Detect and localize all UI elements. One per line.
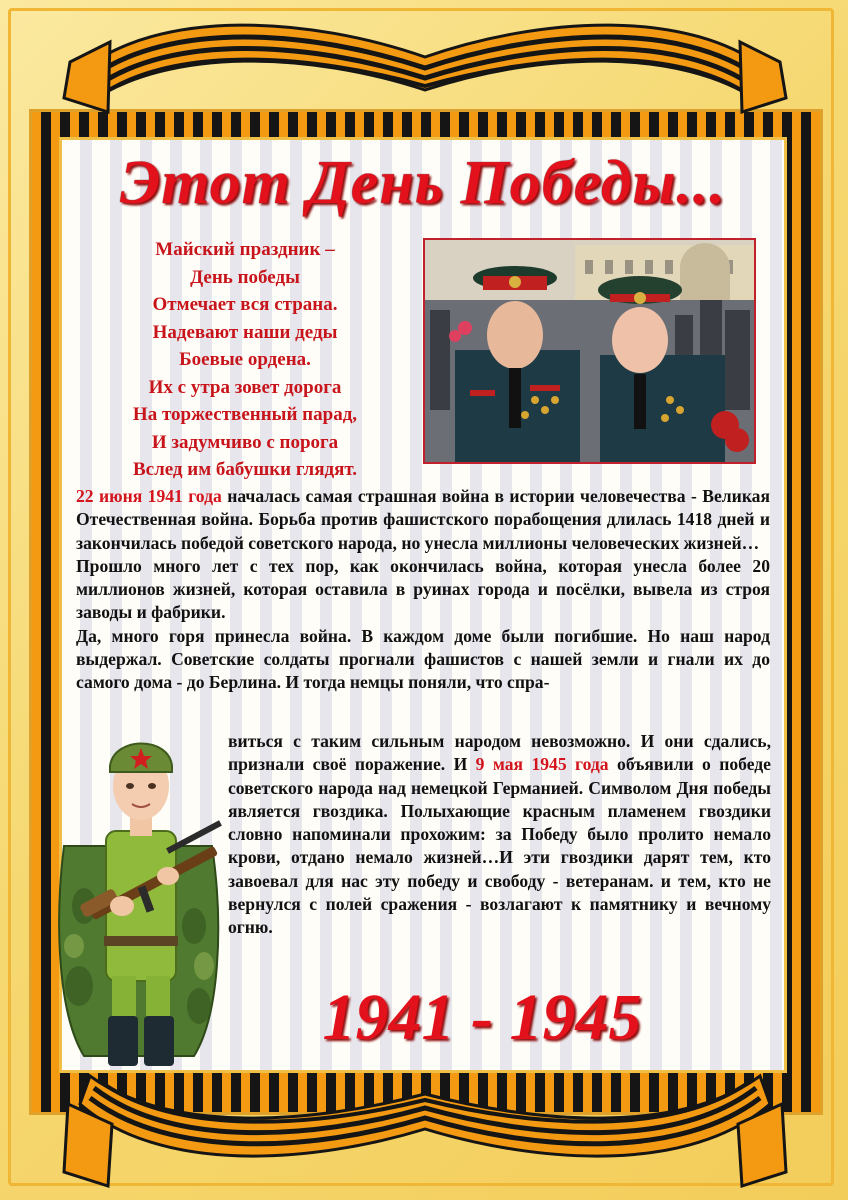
- poem-line: Боевые ордена.: [179, 349, 311, 370]
- paragraph-text: началась самая страшная война в истории человечества - Великая Отечественная война. Борьба против фашистского порабощения длилась 1418 дней и закончилась победой советского народа, но унесла миллионы человеческих жизней…: [76, 486, 770, 553]
- history-text-continued: [228, 730, 771, 940]
- poem-line: Надевают наши деды: [152, 321, 338, 343]
- poem-line: На торжественный парад,: [132, 404, 358, 425]
- date-highlight: 22 июня 1941 года: [76, 486, 222, 506]
- paragraph-text: виться с таким сильным народом невозможно. И они сдались, признали своё поражение. И: [228, 731, 771, 775]
- poem-line: И задумчиво с порога: [151, 431, 339, 453]
- soldier-icon: [44, 726, 234, 1076]
- paragraph-2: Прошло много лет с тех пор, как окончилась война, которая унесла более 20 миллионов жизней, которая оставила в руинах города и посёлки, вывела из строя заводы и фабрики.: [76, 555, 770, 623]
- years-caption: 1941 - 1945: [322, 981, 642, 1054]
- poster-title: Этот День Победы...: [119, 149, 727, 217]
- paragraph-text: объявили о победе советского народа над немецкой Германией. Символом Дня победы является гвоздика. Полыхающие красным пламенем гвоздики словно напоминали прохожим: за Победу было пролито немало крови, отдано немало жизней…И эти гвоздики дарят тем, кто завоевал для нас эту победу и свободу - ветеранам. и тем, кто не вернулся с полей сражения - возлагают к памятнику и вечному огню.: [228, 754, 771, 938]
- poem: [70, 236, 420, 484]
- poem-line: День победы: [190, 266, 300, 288]
- poem-line: Их с утра зовет дорога: [148, 376, 342, 398]
- poem-line: Отмечает вся страна.: [152, 294, 338, 315]
- paragraph-1: [76, 485, 770, 555]
- top-ribbon-icon: [60, 2, 790, 122]
- poem-line: Вслед им бабушки глядят.: [132, 459, 358, 480]
- date-highlight: 9 мая 1945 года: [475, 754, 609, 775]
- paragraph-3: Да, много горя принесла война. В каждом доме были погибшие. Но наш народ выдержал. Советские солдаты прогнали фашистов с нашей земли и гнали их до самого дома - до Берлина. И тогда немцы поняли, что спра-: [76, 625, 770, 693]
- paragraph-4: [228, 730, 771, 940]
- veterans-photo: [423, 238, 756, 464]
- bottom-ribbon-icon: [60, 1064, 790, 1194]
- history-text: [76, 485, 770, 695]
- poem-line: Майский праздник –: [155, 239, 335, 260]
